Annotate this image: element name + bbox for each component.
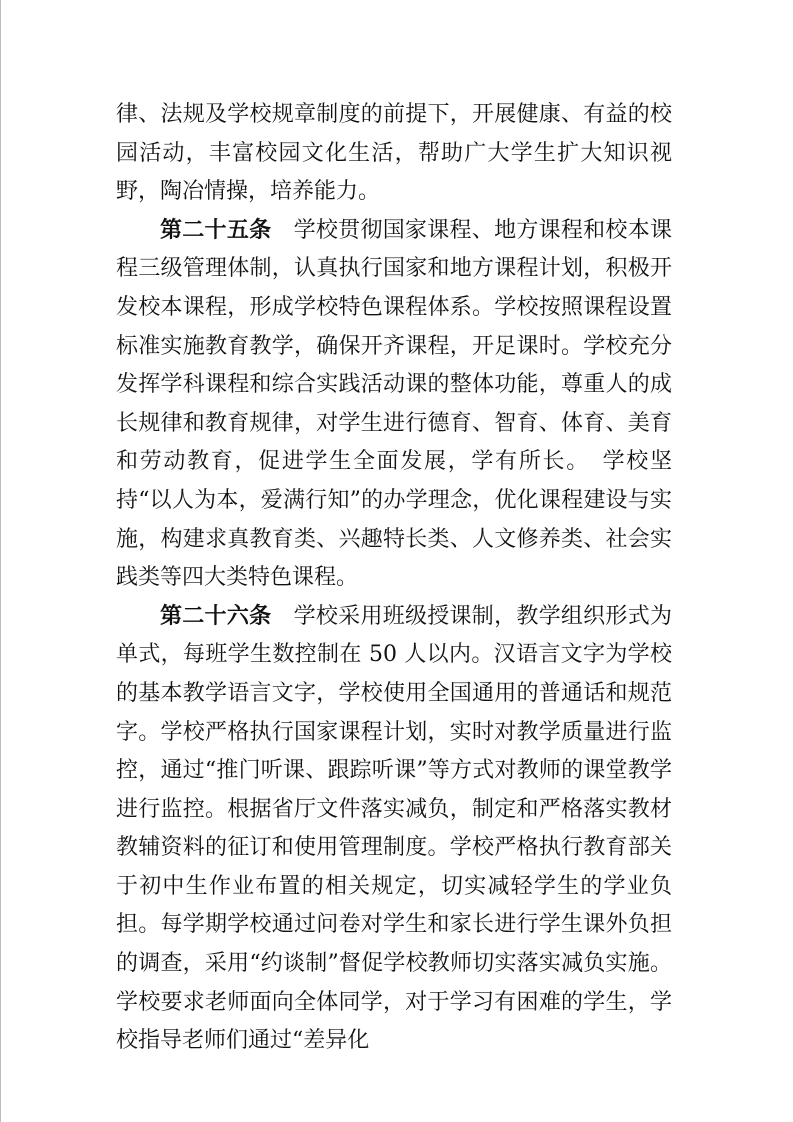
article-26-body: 学校采用班级授课制，教学组织形式为单式，每班学生数控制在 50 人以内。汉语言文字为学校的基本教学语言文字，学校使用全国通用的普通话和规范字。学校严格执行国家课程计划，实时对教学质量进行监控，通过“推门听课、跟踪听课”等方式对教师的课堂教学进行监控。根据省厅文件落实减负，制定和严格落实教材教辅资料的征订和使用管理制度。学校严格执行教育部关于初中生作业布置的相关规定，切实减轻学生的学业负担。每学期学校通过问卷对学生和家长进行学生课外负担的调查，采用“约谈制”督促学校教师切实落实减负实施。学校要求老师面向全体同学，对于学习有困难的学生，学校指导老师们通过“差异化 xyxy=(116,603,672,1054)
article-25-paragraph xyxy=(116,212,672,598)
article-26-heading: 第二十六条 xyxy=(160,603,272,629)
article-25-heading: 第二十五条 xyxy=(160,217,272,243)
article-26-paragraph xyxy=(116,598,672,1061)
continuation-paragraph: 律、法规及学校规章制度的前提下，开展健康、有益的校园活动，丰富校园文化生活，帮助广大学生扩大知识视野，陶冶情操，培养能力。 xyxy=(116,102,672,205)
page-left-edge xyxy=(0,0,1,1122)
article-25-body: 学校贯彻国家课程、地方课程和校本课程三级管理体制，认真执行国家和地方课程计划，积极开发校本课程，形成学校特色课程体系。学校按照课程设置标准实施教育教学，确保开齐课程，开足课时。学校充分发挥学科课程和综合实践活动课的整体功能，尊重人的成长规律和教育规律，对学生进行德育、智育、体育、美育和劳动教育，促进学生全面发展，学有所长。 学校坚持“以人为本，爱满行知”的办学理念，优化课程建设与实施，构建求真教育类、兴趣特长类、人文修养类、社会实践类等四大类特色课程。 xyxy=(116,217,672,591)
document-body xyxy=(116,96,672,1061)
